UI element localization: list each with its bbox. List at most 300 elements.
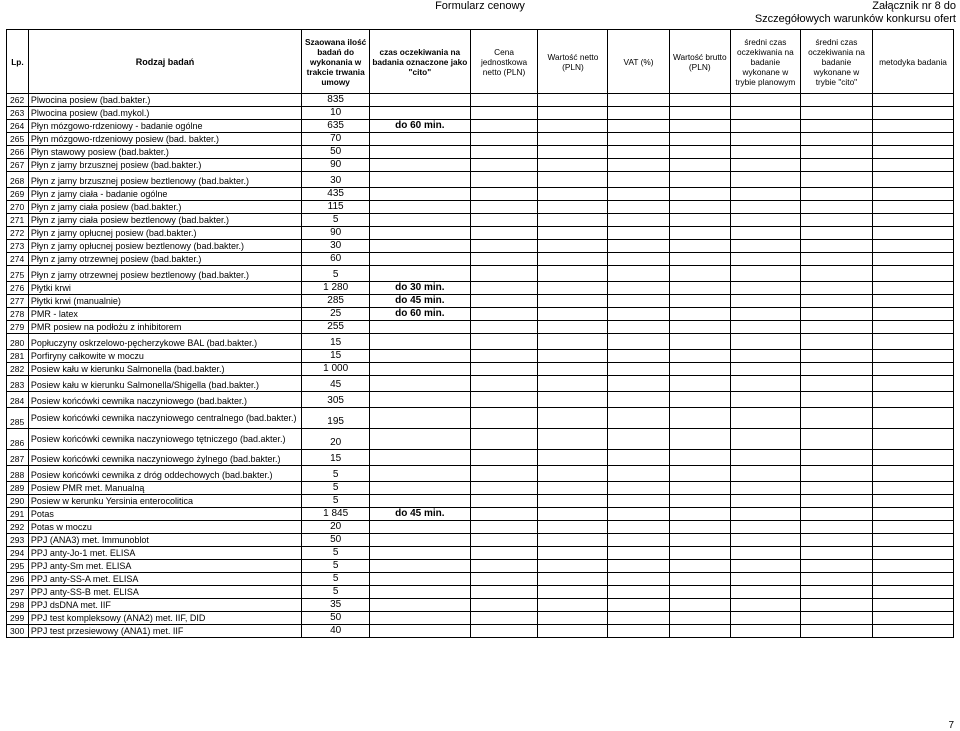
row-empty-cell — [669, 450, 730, 466]
row-empty-cell — [800, 482, 872, 495]
row-empty-cell — [800, 376, 872, 392]
row-name: Płyn z jamy otrzewnej posiew (bad.bakter.) — [28, 253, 301, 266]
row-empty-cell — [470, 321, 538, 334]
row-empty-cell — [669, 625, 730, 638]
row-empty-cell — [873, 450, 954, 466]
row-empty-cell — [608, 560, 669, 573]
row-empty-cell — [800, 599, 872, 612]
row-empty-cell — [669, 508, 730, 521]
row-lp: 272 — [7, 227, 29, 240]
row-cito-time — [370, 240, 471, 253]
row-cito-time — [370, 534, 471, 547]
row-empty-cell — [470, 94, 538, 107]
row-lp: 265 — [7, 133, 29, 146]
row-empty-cell — [873, 201, 954, 214]
table-row — [7, 599, 954, 612]
row-empty-cell — [730, 392, 800, 408]
row-empty-cell — [608, 253, 669, 266]
annex-line-1: Załącznik nr 8 do — [872, 0, 956, 12]
row-cito-time — [370, 573, 471, 586]
row-empty-cell — [538, 408, 608, 429]
table-row — [7, 586, 954, 599]
row-lp: 266 — [7, 146, 29, 159]
col-cena: Cena jednostkowa netto (PLN) — [470, 30, 538, 94]
row-empty-cell — [669, 350, 730, 363]
row-name: Płyn z jamy ciała posiew (bad.bakter.) — [28, 201, 301, 214]
row-empty-cell — [873, 227, 954, 240]
col-netto: Wartość netto (PLN) — [538, 30, 608, 94]
row-empty-cell — [730, 482, 800, 495]
table-row — [7, 450, 954, 466]
row-empty-cell — [538, 392, 608, 408]
row-quantity: 255 — [302, 321, 370, 334]
row-lp: 264 — [7, 120, 29, 133]
row-empty-cell — [730, 266, 800, 282]
row-quantity: 20 — [302, 521, 370, 534]
row-cito-time — [370, 376, 471, 392]
row-empty-cell — [608, 547, 669, 560]
row-empty-cell — [730, 376, 800, 392]
row-empty-cell — [608, 573, 669, 586]
row-empty-cell — [669, 266, 730, 282]
row-empty-cell — [608, 214, 669, 227]
price-table — [6, 29, 954, 638]
row-quantity: 115 — [302, 201, 370, 214]
row-empty-cell — [608, 612, 669, 625]
row-name: Posiew końcówki cewnika naczyniowego (bad.bakter.) — [28, 392, 301, 408]
row-empty-cell — [538, 227, 608, 240]
row-cito-time: do 45 min. — [370, 508, 471, 521]
row-empty-cell — [538, 482, 608, 495]
row-quantity: 5 — [302, 573, 370, 586]
row-quantity: 5 — [302, 547, 370, 560]
table-row — [7, 350, 954, 363]
row-empty-cell — [538, 321, 608, 334]
row-lp: 292 — [7, 521, 29, 534]
row-empty-cell — [470, 429, 538, 450]
row-empty-cell — [608, 133, 669, 146]
row-empty-cell — [470, 573, 538, 586]
row-name: Płytki krwi — [28, 282, 301, 295]
row-empty-cell — [873, 560, 954, 573]
row-empty-cell — [470, 466, 538, 482]
table-row — [7, 227, 954, 240]
row-empty-cell — [730, 282, 800, 295]
row-empty-cell — [470, 172, 538, 188]
row-empty-cell — [608, 94, 669, 107]
row-quantity: 15 — [302, 334, 370, 350]
row-lp: 279 — [7, 321, 29, 334]
row-empty-cell — [873, 188, 954, 201]
row-quantity: 435 — [302, 188, 370, 201]
row-empty-cell — [730, 227, 800, 240]
row-empty-cell — [669, 612, 730, 625]
row-lp: 263 — [7, 107, 29, 120]
row-empty-cell — [800, 308, 872, 321]
row-lp: 286 — [7, 429, 29, 450]
row-empty-cell — [608, 599, 669, 612]
table-row — [7, 282, 954, 295]
row-empty-cell — [730, 146, 800, 159]
row-empty-cell — [470, 350, 538, 363]
row-empty-cell — [669, 334, 730, 350]
row-empty-cell — [730, 120, 800, 133]
row-quantity: 50 — [302, 146, 370, 159]
row-empty-cell — [800, 120, 872, 133]
row-empty-cell — [873, 508, 954, 521]
row-quantity: 5 — [302, 214, 370, 227]
row-empty-cell — [873, 94, 954, 107]
row-empty-cell — [730, 521, 800, 534]
row-empty-cell — [873, 429, 954, 450]
row-empty-cell — [800, 495, 872, 508]
row-empty-cell — [538, 240, 608, 253]
row-lp: 262 — [7, 94, 29, 107]
table-row — [7, 429, 954, 450]
table-row — [7, 94, 954, 107]
row-empty-cell — [608, 201, 669, 214]
row-empty-cell — [608, 508, 669, 521]
row-empty-cell — [800, 107, 872, 120]
row-empty-cell — [669, 482, 730, 495]
col-brutto: Wartość brutto (PLN) — [669, 30, 730, 94]
row-empty-cell — [730, 94, 800, 107]
row-empty-cell — [538, 573, 608, 586]
row-empty-cell — [608, 495, 669, 508]
row-empty-cell — [669, 240, 730, 253]
row-quantity: 1 280 — [302, 282, 370, 295]
row-empty-cell — [730, 295, 800, 308]
row-empty-cell — [873, 282, 954, 295]
row-empty-cell — [800, 146, 872, 159]
row-cito-time — [370, 350, 471, 363]
row-quantity: 50 — [302, 612, 370, 625]
row-name: Płyn mózgowo-rdzeniowy - badanie ogólne — [28, 120, 301, 133]
row-cito-time — [370, 612, 471, 625]
col-sredni-plan: średni czas oczekiwania na badanie wykonane w trybie planowym — [730, 30, 800, 94]
row-name: Posiew końcówki cewnika z dróg oddechowych (bad.bakter.) — [28, 466, 301, 482]
row-cito-time — [370, 253, 471, 266]
row-lp: 291 — [7, 508, 29, 521]
table-row — [7, 466, 954, 482]
row-empty-cell — [873, 408, 954, 429]
row-lp: 268 — [7, 172, 29, 188]
row-quantity: 25 — [302, 308, 370, 321]
row-empty-cell — [470, 408, 538, 429]
row-empty-cell — [730, 159, 800, 172]
row-quantity: 305 — [302, 392, 370, 408]
col-cito: czas oczekiwania na badania oznaczone jako "cito" — [370, 30, 471, 94]
row-cito-time — [370, 392, 471, 408]
row-empty-cell — [669, 308, 730, 321]
row-cito-time — [370, 482, 471, 495]
row-empty-cell — [669, 495, 730, 508]
row-empty-cell — [669, 295, 730, 308]
row-empty-cell — [608, 450, 669, 466]
row-empty-cell — [800, 573, 872, 586]
row-empty-cell — [873, 253, 954, 266]
table-row — [7, 133, 954, 146]
row-empty-cell — [538, 308, 608, 321]
table-row — [7, 146, 954, 159]
row-empty-cell — [470, 282, 538, 295]
row-name: Posiew końcówki cewnika naczyniowego żylnego (bad.bakter.) — [28, 450, 301, 466]
row-empty-cell — [538, 295, 608, 308]
row-cito-time — [370, 408, 471, 429]
row-empty-cell — [470, 376, 538, 392]
row-empty-cell — [730, 625, 800, 638]
row-empty-cell — [730, 334, 800, 350]
row-name: Posiew końcówki cewnika naczyniowego tętniczego (bad.akter.) — [28, 429, 301, 450]
row-empty-cell — [873, 133, 954, 146]
row-name: Posiew PMR met. Manualną — [28, 482, 301, 495]
row-cito-time — [370, 146, 471, 159]
row-cito-time — [370, 321, 471, 334]
row-cito-time — [370, 133, 471, 146]
row-empty-cell — [608, 534, 669, 547]
row-quantity: 5 — [302, 560, 370, 573]
row-name: Plwocina posiew (bad.mykol.) — [28, 107, 301, 120]
row-quantity: 30 — [302, 172, 370, 188]
row-empty-cell — [669, 321, 730, 334]
row-empty-cell — [608, 363, 669, 376]
row-empty-cell — [730, 547, 800, 560]
row-empty-cell — [730, 429, 800, 450]
row-empty-cell — [669, 227, 730, 240]
col-metodyka: metodyka badania — [873, 30, 954, 94]
row-name: Płyn z jamy otrzewnej posiew beztlenowy (bad.bakter.) — [28, 266, 301, 282]
row-empty-cell — [470, 253, 538, 266]
row-empty-cell — [608, 295, 669, 308]
row-lp: 290 — [7, 495, 29, 508]
row-empty-cell — [538, 159, 608, 172]
row-empty-cell — [800, 450, 872, 466]
row-cito-time — [370, 560, 471, 573]
row-name: PPJ anty-Sm met. ELISA — [28, 560, 301, 573]
row-lp: 297 — [7, 586, 29, 599]
row-empty-cell — [873, 334, 954, 350]
row-empty-cell — [669, 521, 730, 534]
row-empty-cell — [873, 376, 954, 392]
row-lp: 299 — [7, 612, 29, 625]
table-row — [7, 495, 954, 508]
row-empty-cell — [669, 599, 730, 612]
row-empty-cell — [669, 376, 730, 392]
row-empty-cell — [800, 321, 872, 334]
row-empty-cell — [470, 547, 538, 560]
row-lp: 294 — [7, 547, 29, 560]
row-empty-cell — [470, 482, 538, 495]
row-empty-cell — [669, 547, 730, 560]
row-empty-cell — [608, 429, 669, 450]
row-name: Posiew kału w kierunku Salmonella/Shigella (bad.bakter.) — [28, 376, 301, 392]
row-lp: 283 — [7, 376, 29, 392]
row-empty-cell — [538, 429, 608, 450]
row-empty-cell — [608, 376, 669, 392]
row-empty-cell — [873, 599, 954, 612]
row-empty-cell — [470, 188, 538, 201]
row-empty-cell — [730, 450, 800, 466]
row-empty-cell — [873, 266, 954, 282]
row-empty-cell — [800, 172, 872, 188]
row-empty-cell — [608, 321, 669, 334]
row-empty-cell — [669, 159, 730, 172]
row-empty-cell — [800, 159, 872, 172]
row-empty-cell — [730, 560, 800, 573]
row-cito-time — [370, 495, 471, 508]
row-empty-cell — [470, 146, 538, 159]
table-row — [7, 214, 954, 227]
row-empty-cell — [608, 266, 669, 282]
row-name: PPJ (ANA3) met. Immunoblot — [28, 534, 301, 547]
row-empty-cell — [470, 295, 538, 308]
row-quantity: 5 — [302, 266, 370, 282]
row-empty-cell — [608, 482, 669, 495]
row-empty-cell — [470, 308, 538, 321]
row-quantity: 35 — [302, 599, 370, 612]
row-name: PMR - latex — [28, 308, 301, 321]
row-lp: 295 — [7, 560, 29, 573]
row-empty-cell — [669, 214, 730, 227]
table-row — [7, 560, 954, 573]
form-title: Formularz cenowy — [435, 0, 525, 12]
row-empty-cell — [669, 586, 730, 599]
row-quantity: 835 — [302, 94, 370, 107]
row-empty-cell — [470, 214, 538, 227]
row-empty-cell — [800, 547, 872, 560]
row-empty-cell — [800, 227, 872, 240]
row-cito-time — [370, 188, 471, 201]
row-name: PPJ anty-SS-A met. ELISA — [28, 573, 301, 586]
row-lp: 300 — [7, 625, 29, 638]
row-empty-cell — [669, 94, 730, 107]
row-quantity: 5 — [302, 482, 370, 495]
row-empty-cell — [608, 159, 669, 172]
row-empty-cell — [470, 495, 538, 508]
row-quantity: 635 — [302, 120, 370, 133]
row-name: Płyn mózgowo-rdzeniowy posiew (bad. bakter.) — [28, 133, 301, 146]
row-empty-cell — [608, 308, 669, 321]
row-name: PPJ test kompleksowy (ANA2) met. IIF, DID — [28, 612, 301, 625]
row-empty-cell — [608, 408, 669, 429]
row-empty-cell — [873, 573, 954, 586]
row-empty-cell — [800, 282, 872, 295]
row-empty-cell — [538, 599, 608, 612]
row-empty-cell — [669, 534, 730, 547]
row-empty-cell — [800, 508, 872, 521]
row-empty-cell — [800, 201, 872, 214]
row-empty-cell — [669, 133, 730, 146]
row-empty-cell — [730, 573, 800, 586]
row-cito-time — [370, 227, 471, 240]
row-cito-time — [370, 599, 471, 612]
row-empty-cell — [608, 392, 669, 408]
row-quantity: 1 845 — [302, 508, 370, 521]
table-row — [7, 482, 954, 495]
row-lp: 270 — [7, 201, 29, 214]
table-row — [7, 201, 954, 214]
row-empty-cell — [538, 253, 608, 266]
row-quantity: 5 — [302, 466, 370, 482]
row-empty-cell — [800, 214, 872, 227]
row-empty-cell — [873, 612, 954, 625]
row-cito-time — [370, 625, 471, 638]
row-empty-cell — [730, 534, 800, 547]
row-cito-time — [370, 172, 471, 188]
row-name: Płyn z jamy brzusznej posiew beztlenowy (bad.bakter.) — [28, 172, 301, 188]
row-empty-cell — [470, 227, 538, 240]
row-lp: 296 — [7, 573, 29, 586]
row-empty-cell — [669, 408, 730, 429]
table-row — [7, 188, 954, 201]
row-quantity: 5 — [302, 495, 370, 508]
row-cito-time — [370, 201, 471, 214]
row-empty-cell — [538, 201, 608, 214]
row-empty-cell — [730, 308, 800, 321]
row-lp: 284 — [7, 392, 29, 408]
row-empty-cell — [669, 363, 730, 376]
row-lp: 275 — [7, 266, 29, 282]
row-empty-cell — [873, 295, 954, 308]
col-sredni-cito: średni czas oczekiwania na badanie wykonane w trybie "cito" — [800, 30, 872, 94]
row-empty-cell — [800, 350, 872, 363]
row-empty-cell — [730, 363, 800, 376]
row-empty-cell — [669, 107, 730, 120]
table-row — [7, 625, 954, 638]
row-name: PPJ anty-Jo-1 met. ELISA — [28, 547, 301, 560]
row-empty-cell — [538, 534, 608, 547]
row-name: Popłuczyny oskrzelowo-pęcherzykowe BAL (bad.bakter.) — [28, 334, 301, 350]
row-cito-time — [370, 466, 471, 482]
row-empty-cell — [608, 240, 669, 253]
row-empty-cell — [470, 534, 538, 547]
row-cito-time — [370, 547, 471, 560]
row-empty-cell — [538, 107, 608, 120]
row-empty-cell — [538, 350, 608, 363]
row-empty-cell — [730, 350, 800, 363]
row-empty-cell — [873, 547, 954, 560]
row-empty-cell — [669, 573, 730, 586]
col-lp: Lp. — [7, 30, 29, 94]
row-empty-cell — [470, 599, 538, 612]
table-row — [7, 107, 954, 120]
row-cito-time — [370, 159, 471, 172]
row-empty-cell — [873, 534, 954, 547]
row-empty-cell — [730, 495, 800, 508]
row-cito-time — [370, 429, 471, 450]
row-empty-cell — [800, 466, 872, 482]
row-empty-cell — [470, 266, 538, 282]
row-empty-cell — [730, 508, 800, 521]
row-empty-cell — [470, 450, 538, 466]
table-row — [7, 534, 954, 547]
row-empty-cell — [608, 227, 669, 240]
row-empty-cell — [873, 120, 954, 133]
row-name: Posiew w kerunku Yersinia enterocolitica — [28, 495, 301, 508]
row-empty-cell — [873, 466, 954, 482]
row-empty-cell — [470, 120, 538, 133]
row-empty-cell — [470, 612, 538, 625]
row-lp: 277 — [7, 295, 29, 308]
row-quantity: 45 — [302, 376, 370, 392]
table-row — [7, 253, 954, 266]
row-cito-time: do 60 min. — [370, 120, 471, 133]
row-empty-cell — [538, 547, 608, 560]
table-row — [7, 120, 954, 133]
row-empty-cell — [800, 133, 872, 146]
row-empty-cell — [538, 266, 608, 282]
row-empty-cell — [873, 107, 954, 120]
